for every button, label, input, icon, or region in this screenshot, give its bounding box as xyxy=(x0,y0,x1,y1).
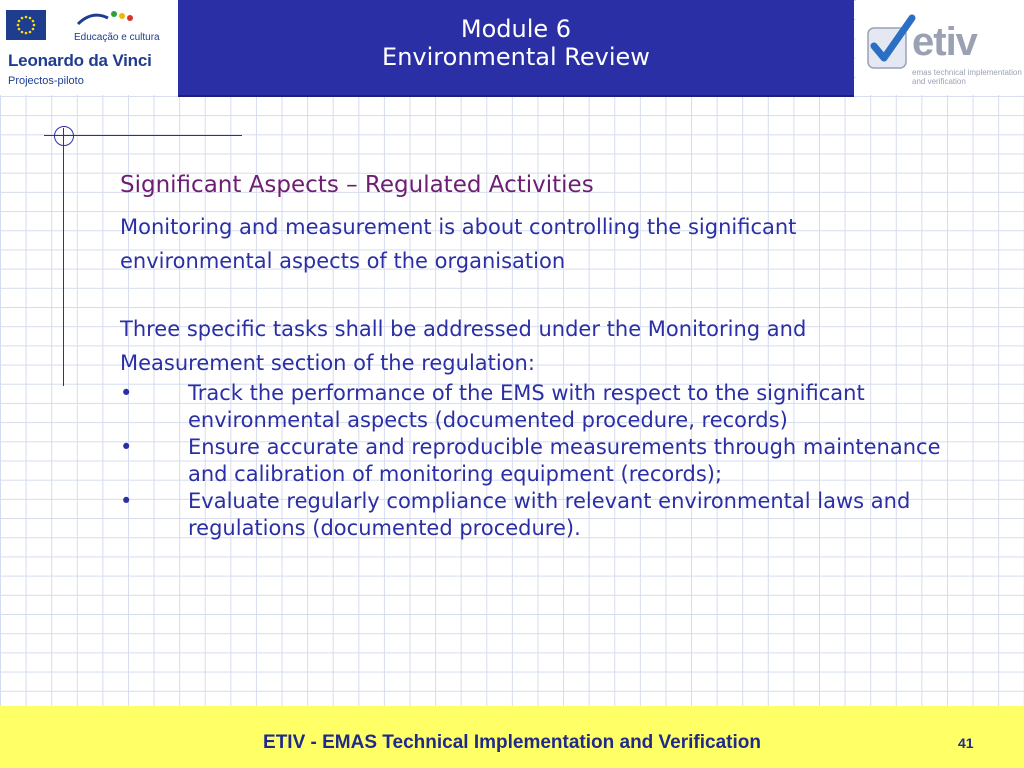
bullet-marker: • xyxy=(120,435,133,459)
module-subtitle: Environmental Review xyxy=(382,43,650,71)
program-name: Leonardo da Vinci xyxy=(8,51,152,70)
paragraph-monitoring: Monitoring and measurement is about controlling the significant environmental aspects of the organisation xyxy=(120,215,797,273)
checkmark-icon xyxy=(866,14,916,74)
bullet-marker: • xyxy=(120,381,133,405)
decorative-vertical-line xyxy=(63,128,64,386)
slide-content xyxy=(120,172,950,542)
bullet-text: Evaluate regularly compliance with relevant environmental laws and regulations (documented procedure). xyxy=(188,489,911,540)
list-item xyxy=(120,434,950,488)
eu-flag-icon xyxy=(6,10,46,40)
list-item xyxy=(120,380,950,434)
etiv-logo xyxy=(856,0,1024,95)
slide-footer xyxy=(0,706,1024,768)
task-bullet-list xyxy=(120,380,950,542)
slide-heading: Significant Aspects – Regulated Activities xyxy=(120,172,594,198)
decorative-circle xyxy=(54,126,74,146)
bullet-text: Ensure accurate and reproducible measurements through maintenance and calibration of monitoring equipment (records); xyxy=(188,435,941,486)
module-title: Module 6 xyxy=(460,15,572,43)
leonardo-program-logo-icon xyxy=(74,6,144,34)
footer-text: ETIV - EMAS Technical Implementation and Verification xyxy=(263,732,761,753)
paragraph-tasks: Three specific tasks shall be addressed under the Monitoring and Measurement section of the regulation: xyxy=(120,317,807,375)
slide-title-bar xyxy=(178,0,854,97)
etiv-logo-text: etiv xyxy=(912,20,977,64)
paragraph-spacer xyxy=(120,278,950,312)
program-subtitle: Educação e cultura xyxy=(74,32,160,43)
page-number: 41 xyxy=(958,735,974,751)
list-item xyxy=(120,488,950,542)
bullet-marker: • xyxy=(120,489,133,513)
etiv-logo-tagline: emas technical implementation and verification xyxy=(912,68,1022,86)
program-tagline: Projectos-piloto xyxy=(8,75,84,87)
bullet-text: Track the performance of the EMS with respect to the significant environmental aspects (documented procedure, records) xyxy=(188,381,865,432)
header-left-logos xyxy=(0,0,178,95)
